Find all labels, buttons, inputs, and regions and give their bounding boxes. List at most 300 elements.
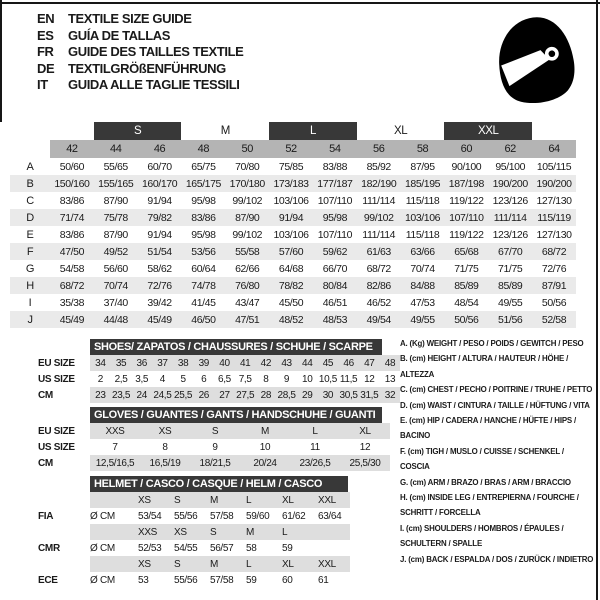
measurement-cell: 48/54	[454, 296, 479, 309]
measurement-cell: 75/85	[278, 160, 304, 173]
diameter-unit-cell: Ø CM	[90, 574, 115, 586]
measurement-cell: 57/60	[269, 243, 313, 260]
value-cell: 7	[112, 441, 118, 453]
row-values	[90, 355, 400, 371]
frame-border-right	[596, 0, 598, 600]
table-row	[38, 439, 390, 455]
measurement-cell: 51/54	[138, 243, 182, 260]
measurement-cell: 61/63	[357, 243, 401, 260]
measurement-cell: 103/106	[401, 209, 445, 226]
measurement-cell: 37/40	[103, 296, 128, 309]
measurement-cell: 74/78	[181, 277, 225, 294]
value-cell: 39	[198, 357, 209, 369]
legend-item: A. (Kg) WEIGHT / PESO / POIDS / GEWITCH / PESO	[400, 338, 584, 348]
size-group-cell: XL	[393, 125, 408, 137]
measurement-cell: 45/50	[278, 296, 304, 309]
row-letter-cell: B	[10, 175, 50, 192]
measurement-cell: 39/42	[147, 296, 172, 309]
row-letter-cell: D	[10, 209, 50, 226]
measurement-cell: 53/56	[181, 243, 225, 260]
value-cell: 59/60	[246, 510, 270, 522]
measurement-row	[10, 158, 576, 175]
frame-border-top	[0, 2, 600, 4]
value-cell: S	[174, 558, 181, 570]
value-cell: 6,5	[218, 373, 231, 385]
measurement-cell: 105/115	[536, 160, 572, 173]
gloves-table	[38, 407, 390, 471]
language-title: TEXTILE SIZE GUIDE	[68, 11, 192, 26]
size-number-cell: 64	[532, 140, 576, 158]
value-cell: 36	[136, 357, 147, 369]
measurement-cell: 71/75	[454, 262, 479, 275]
value-cell: 25,5	[174, 389, 193, 401]
legend-item: B. (cm) HEIGHT / ALTURA / HAUTEUR / HÖHE / ALTEZZA	[400, 353, 569, 379]
measurement-cell: 123/126	[492, 194, 528, 207]
measurement-cell: 49/55	[498, 296, 523, 309]
measurement-row	[10, 175, 576, 192]
value-cell: 53/54	[138, 510, 162, 522]
value-cell: 7,5	[238, 373, 252, 385]
measurement-cell: 87/90	[225, 209, 269, 226]
measurement-cell: 47/53	[410, 296, 435, 309]
measurement-cell: 155/165	[94, 175, 138, 192]
row-values	[90, 492, 350, 508]
language-code: FR	[37, 44, 54, 59]
value-cell: 11,5	[339, 373, 358, 385]
row-values	[90, 508, 350, 524]
measurement-cell: 123/126	[492, 228, 528, 241]
value-cell: 6	[201, 373, 207, 385]
table-row	[38, 371, 400, 387]
measurement-cell: 70/80	[235, 160, 260, 173]
value-cell: 16,5/19	[149, 457, 181, 469]
legend-item: D. (cm) WAIST / CINTURA / TAILLE / HÜFTUNG / VITA	[400, 399, 590, 410]
language-code: EN	[37, 11, 55, 26]
size-group-cell: L	[269, 122, 357, 140]
value-cell: 9	[212, 441, 218, 453]
language-row	[37, 61, 243, 78]
measurement-row	[10, 209, 576, 226]
measurement-cell: 55/65	[103, 160, 128, 173]
legend-item: I. (cm) SHOULDERS / HOMBROS / ÉPAULES / SCHULTERN / SPALLE	[400, 522, 564, 549]
row-values	[90, 524, 350, 540]
measurement-cell: 83/88	[322, 160, 348, 173]
measurement-cell: 103/106	[273, 194, 309, 207]
size-number-cell: 42	[50, 140, 94, 158]
measurement-cell: 70/74	[410, 262, 435, 275]
measurement-cell: 107/110	[444, 209, 488, 226]
frame-border-left	[0, 0, 2, 122]
measurement-cell: 111/114	[362, 194, 396, 207]
value-cell: XS	[174, 526, 187, 538]
row-label: US SIZE	[38, 441, 75, 453]
language-row	[37, 44, 243, 61]
row-label: CMR	[38, 542, 60, 554]
value-cell: 57/58	[210, 574, 234, 586]
value-cell: 10,5	[318, 373, 337, 385]
shoes-table	[38, 339, 400, 403]
shoes-table-rows	[38, 355, 400, 403]
legend-item: J. (cm) BACK / ESPALDA / DOS / ZURÜCK / INDIETRO	[400, 553, 594, 564]
size-number-cell: 56	[357, 140, 401, 158]
measurement-cell: 50/60	[59, 160, 85, 173]
measurement-cell: 95/98	[191, 228, 216, 241]
measurement-cell: 127/130	[536, 194, 572, 207]
value-cell: XL	[359, 425, 371, 437]
measurement-row	[10, 294, 576, 311]
language-row	[37, 77, 243, 94]
value-cell: XXL	[318, 558, 336, 570]
language-title: GUIDA ALLE TAGLIE TESSILI	[68, 77, 240, 92]
legend-item: E. (cm) HIP / CADERA / HANCHE / HÜFTE / HIPS / BACINO	[400, 415, 577, 441]
measurement-cell: 90/100	[451, 160, 482, 173]
measurement-cell: 127/130	[536, 228, 572, 241]
row-letter-cell: C	[26, 194, 34, 207]
value-cell: 35	[115, 357, 127, 369]
measurement-cell: 91/94	[147, 228, 172, 241]
measurement-cell: 78/82	[269, 277, 313, 294]
size-group-cell	[532, 122, 576, 140]
legend-item: H. (cm) INSIDE LEG / ENTREPIERNA / FOURCHE / SCHRITT / FORCELLA	[400, 492, 579, 518]
value-cell: 27,5	[236, 389, 255, 401]
row-values	[90, 572, 350, 588]
measurement-cell: 84/88	[401, 277, 445, 294]
measurement-cell: 46/50	[181, 311, 225, 328]
measurement-cell: 48/52	[269, 311, 313, 328]
value-cell: 8	[263, 373, 269, 385]
value-cell: 28	[260, 389, 272, 401]
measurement-cell: 59/62	[313, 243, 357, 260]
measurement-cell: 82/86	[357, 277, 401, 294]
value-cell: XXS	[105, 425, 125, 437]
value-cell: XL	[282, 494, 294, 506]
measurement-cell: 67/70	[488, 243, 532, 260]
row-letter-cell: E	[26, 228, 34, 241]
value-cell: 40	[219, 357, 230, 369]
size-group-cell: XXL	[444, 122, 532, 140]
measurement-cell: 190/200	[488, 175, 532, 192]
value-cell: 24,5	[153, 389, 172, 401]
size-group-cell: M	[220, 125, 230, 137]
value-cell: 63/64	[318, 510, 342, 522]
measurement-cell: 91/94	[269, 209, 313, 226]
value-cell: 23	[95, 389, 106, 401]
size-group-cell: S	[94, 122, 182, 140]
value-cell: 47	[364, 357, 375, 369]
value-cell: S	[211, 425, 219, 437]
measurement-cell: 119/122	[449, 228, 484, 241]
value-cell: 30	[322, 389, 334, 401]
value-cell: 23,5	[111, 389, 131, 401]
measurement-cell: 66/70	[322, 262, 348, 275]
row-label: CM	[38, 389, 53, 401]
measurement-cell: 87/91	[532, 277, 576, 294]
value-cell: 32	[384, 389, 396, 401]
value-cell: M	[210, 558, 218, 570]
measurement-cell: 35/38	[59, 296, 85, 309]
measurement-cell: 85/89	[488, 277, 532, 294]
value-cell: 43	[281, 357, 292, 369]
measurement-cell: 52/58	[532, 311, 576, 328]
value-cell: 61	[318, 574, 329, 586]
value-cell: XS	[158, 425, 172, 437]
size-number-cell: 52	[269, 140, 313, 158]
value-cell: 31,5	[360, 389, 379, 401]
value-cell: 46	[343, 357, 354, 369]
value-cell: 10	[302, 373, 313, 385]
table-row	[38, 508, 350, 524]
value-cell: 59	[246, 574, 257, 586]
measurement-cell: 87/95	[410, 160, 435, 173]
value-cell: 12	[364, 373, 375, 385]
measurement-cell: 63/66	[401, 243, 445, 260]
size-number-cell: 44	[94, 140, 138, 158]
measurement-cell: 182/190	[357, 175, 401, 192]
measurement-cell: 85/89	[444, 277, 488, 294]
value-cell: L	[246, 494, 252, 506]
measurement-cell: 75/78	[94, 209, 138, 226]
measurement-cell: 83/86	[181, 209, 225, 226]
value-cell: S	[210, 526, 217, 538]
helmet-table-title: HELMET / CASCO / CASQUE / HELM / CASCO	[90, 476, 348, 492]
measurement-row	[10, 260, 576, 277]
helmet-table-rows	[38, 492, 350, 588]
value-cell: 20/24	[253, 457, 277, 469]
helmet-table	[38, 476, 350, 588]
row-label: EU SIZE	[38, 425, 75, 437]
measurement-cell: 45/49	[50, 311, 94, 328]
language-title: GUÍA DE TALLAS	[68, 27, 171, 43]
value-cell: M	[210, 494, 218, 506]
row-values	[90, 455, 390, 471]
row-letter-cell: G	[25, 262, 35, 275]
value-cell: 60	[282, 574, 293, 586]
measurement-cell: 44/48	[94, 311, 138, 328]
row-values	[90, 540, 350, 556]
value-cell: XXS	[138, 526, 157, 538]
row-label: CM	[38, 457, 53, 469]
shoes-table-title: SHOES/ ZAPATOS / CHAUSSURES / SCHUHE / SCARPE	[90, 339, 382, 355]
value-cell: XS	[138, 558, 151, 570]
measurement-cell: 91/94	[147, 194, 172, 207]
value-cell: 29	[302, 389, 313, 401]
measurement-cell: 160/170	[138, 175, 182, 192]
value-cell: 53	[138, 574, 149, 586]
value-cell: 34	[95, 357, 106, 369]
measurement-cell: 72/76	[138, 277, 182, 294]
value-cell: 52/53	[138, 542, 162, 554]
language-row	[37, 28, 243, 45]
row-letter-cell: F	[10, 243, 50, 260]
language-row	[37, 11, 243, 28]
measurement-cell: 185/195	[401, 175, 445, 192]
value-cell: 48	[384, 357, 396, 369]
size-number-cell: 48	[181, 140, 225, 158]
measurement-cell: 56/60	[103, 262, 128, 275]
value-cell: L	[246, 558, 252, 570]
measurement-cell: 46/52	[366, 296, 391, 309]
table-row	[38, 423, 390, 439]
measurement-row	[10, 192, 576, 209]
size-number-cell: 60	[444, 140, 488, 158]
value-cell: 27	[219, 389, 230, 401]
value-cell: M	[246, 526, 254, 538]
measurement-cell: 45/49	[138, 311, 182, 328]
value-cell: XL	[282, 558, 294, 570]
measurement-cell: 87/90	[103, 194, 128, 207]
value-cell: 54/55	[174, 542, 198, 554]
measurement-cell: 55/58	[225, 243, 269, 260]
measurement-cell: 48/53	[313, 311, 357, 328]
value-cell: 28,5	[277, 389, 296, 401]
row-values	[90, 556, 350, 572]
value-cell: S	[174, 494, 181, 506]
measurement-cell: 165/175	[181, 175, 225, 192]
spacer-cell	[10, 140, 50, 158]
row-letter-cell: I	[28, 296, 32, 309]
value-cell: L	[282, 526, 288, 538]
measurement-cell: 49/55	[401, 311, 445, 328]
row-values	[90, 439, 390, 455]
measurement-cell: 111/114	[488, 209, 532, 226]
table-row	[38, 524, 350, 540]
value-cell: 55/56	[174, 574, 198, 586]
value-cell: 12,5/16,5	[95, 457, 135, 469]
value-cell: 10	[259, 441, 271, 453]
measurement-cell: 115/118	[405, 194, 440, 207]
size-group-header-row	[10, 122, 576, 140]
value-cell: 42	[260, 357, 272, 369]
measurement-cell: 150/160	[50, 175, 94, 192]
measurement-cell: 46/51	[322, 296, 348, 309]
measurement-cell: 83/86	[59, 228, 85, 241]
measurement-legend	[400, 336, 595, 567]
measurement-cell: 190/200	[532, 175, 576, 192]
measurement-cell: 64/68	[278, 262, 304, 275]
table-row	[38, 387, 400, 403]
size-number-cell: 50	[225, 140, 269, 158]
value-cell: XS	[138, 494, 151, 506]
measurement-cell: 50/56	[541, 296, 567, 309]
table-row	[38, 556, 350, 572]
measurement-cell: 111/114	[362, 228, 396, 241]
measurement-cell: 70/74	[94, 277, 138, 294]
value-cell: 23/26,5	[299, 457, 331, 469]
main-size-table-body	[10, 122, 576, 328]
measurement-cell: 80/84	[313, 277, 357, 294]
legend-item: F. (cm) TIGH / MUSLO / CUISSE / SCHENKEL / COSCIA	[400, 445, 564, 472]
size-number-cell: 46	[138, 140, 182, 158]
value-cell: M	[261, 425, 269, 437]
measurement-cell: 68/72	[532, 243, 576, 260]
spacer-cell	[10, 122, 50, 140]
measurement-cell: 41/45	[191, 296, 216, 309]
measurement-cell: 99/102	[232, 228, 263, 241]
measurement-cell: 95/100	[495, 160, 526, 173]
measurement-cell: 54/58	[59, 262, 85, 275]
measurement-cell: 115/119	[532, 209, 576, 226]
measurement-row	[10, 277, 576, 294]
size-group-cell	[50, 122, 94, 140]
gloves-table-rows	[38, 423, 390, 471]
language-title: TEXTILGRÖßENFÜHRUNG	[68, 60, 226, 76]
measurement-cell: 47/51	[225, 311, 269, 328]
measurement-cell: 119/122	[449, 194, 484, 207]
value-cell: 12	[359, 441, 371, 453]
measurement-cell: 177/187	[313, 175, 357, 192]
measurement-cell: 71/74	[50, 209, 94, 226]
measurement-cell: 79/82	[138, 209, 182, 226]
table-row	[38, 572, 350, 588]
value-cell: 58	[246, 542, 257, 554]
measurement-cell: 50/56	[444, 311, 488, 328]
table-row	[38, 355, 400, 371]
measurement-cell: 85/92	[366, 160, 391, 173]
value-cell: 9	[283, 373, 290, 385]
main-size-table	[10, 122, 576, 328]
row-label: FIA	[38, 510, 54, 522]
size-number-cell: 58	[401, 140, 445, 158]
value-cell: 8	[162, 441, 168, 453]
measurement-cell: 47/50	[50, 243, 94, 260]
measurement-cell: 60/70	[147, 160, 172, 173]
measurement-cell: 95/98	[313, 209, 357, 226]
language-title: GUIDE DES TAILLES TEXTILE	[68, 44, 244, 59]
measurement-cell: 107/110	[317, 228, 353, 241]
row-letter-cell: J	[10, 311, 50, 328]
measurement-cell: 76/80	[225, 277, 269, 294]
gloves-table-title: GLOVES / GUANTES / GANTS / HANDSCHUHE / GUANTI	[90, 407, 382, 423]
value-cell: 4	[159, 373, 166, 385]
language-code: ES	[37, 27, 54, 43]
value-cell: 25,5/30	[349, 457, 381, 469]
measurement-cell: 51/56	[488, 311, 532, 328]
measurement-cell: 60/64	[191, 262, 216, 275]
value-cell: 2,5	[114, 373, 128, 385]
measurement-cell: 68/72	[366, 262, 391, 275]
language-code: DE	[37, 60, 55, 76]
measurement-cell: 65/75	[191, 160, 216, 173]
measurement-cell: 58/62	[147, 262, 172, 275]
size-number-cell: 62	[488, 140, 532, 158]
value-cell: 11	[310, 441, 320, 453]
row-label: US SIZE	[38, 373, 75, 385]
value-cell: 38	[177, 357, 189, 369]
measurement-cell: 173/183	[269, 175, 313, 192]
row-values	[90, 423, 390, 439]
row-label: ECE	[38, 574, 58, 586]
table-row	[38, 492, 350, 508]
value-cell: 44	[302, 357, 313, 369]
value-cell: 37	[157, 357, 168, 369]
measurement-cell: 68/72	[50, 277, 94, 294]
measurement-cell: 170/180	[225, 175, 269, 192]
row-label: EU SIZE	[38, 357, 75, 369]
diameter-unit-cell: Ø CM	[90, 542, 115, 554]
value-cell: 41	[239, 357, 251, 369]
measurement-cell: 71/75	[498, 262, 523, 275]
value-cell: 26	[198, 389, 209, 401]
row-letter-cell: H	[10, 277, 50, 294]
value-cell: 3,5	[135, 373, 149, 385]
size-number-cell: 54	[313, 140, 357, 158]
language-code: IT	[37, 77, 48, 92]
measurement-cell: 49/52	[94, 243, 138, 260]
measurement-cell: 49/54	[357, 311, 401, 328]
row-letter-cell: A	[26, 160, 34, 173]
legend-item: G. (cm) ARM / BRAZO / BRAS / ARM / BRACCIO	[400, 476, 571, 487]
value-cell: 13	[384, 373, 396, 385]
